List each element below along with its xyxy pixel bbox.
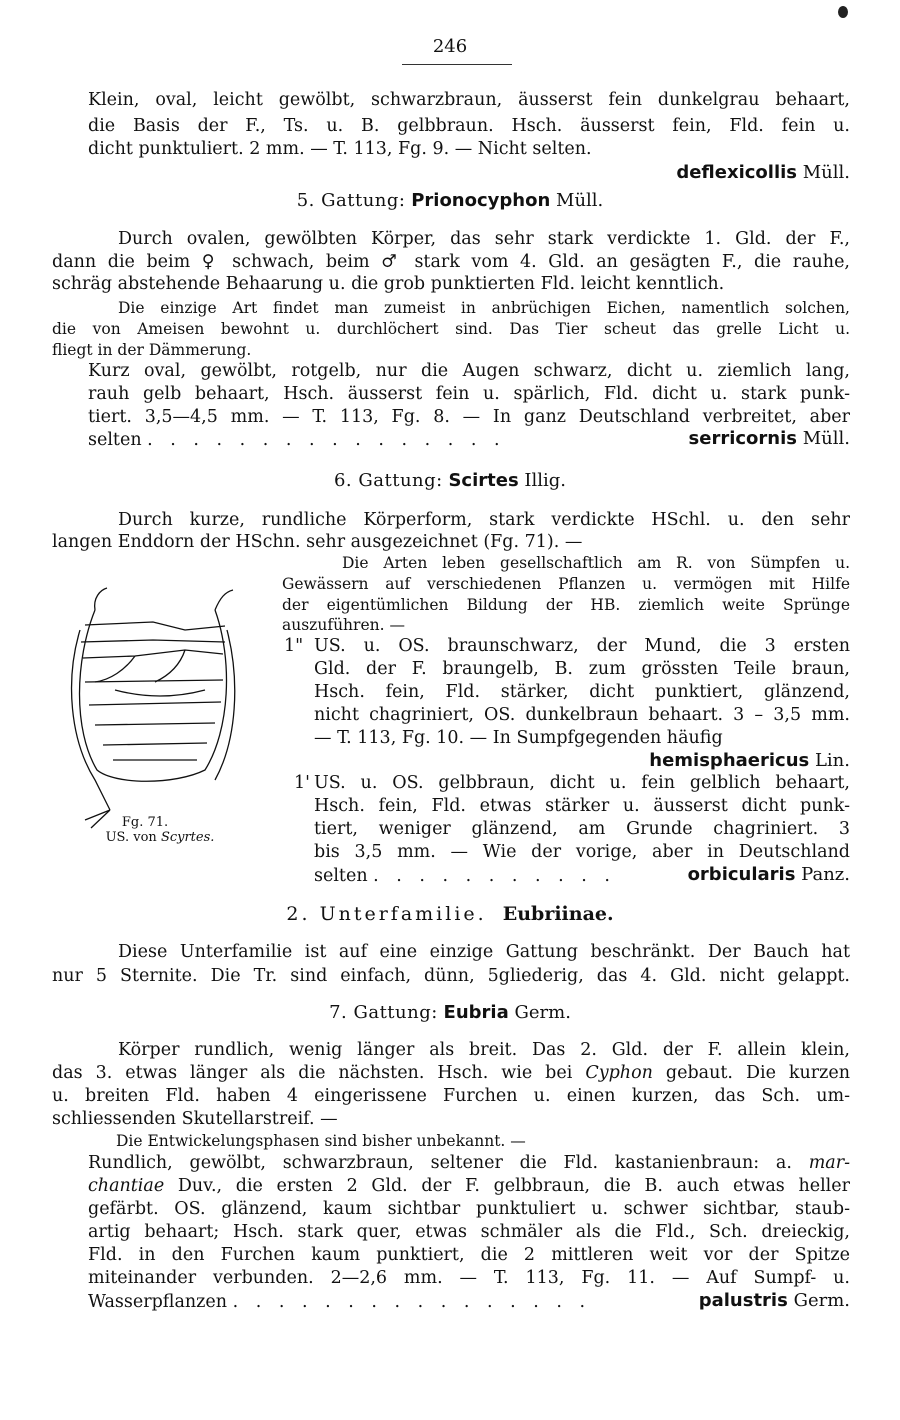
- figure-caption-prefix: US. von: [105, 830, 157, 845]
- genus-heading-scirtes: [0, 470, 900, 491]
- figure-label: Fg. 71.: [121, 815, 169, 830]
- subfamily-prefix: 2. Unterfamilie.: [286, 903, 487, 925]
- genus-prefix: 5. Gattung:: [296, 190, 406, 211]
- g5-last-word: selten: [88, 430, 142, 450]
- species-orbicularis: [688, 864, 850, 885]
- g5-last-line: [88, 430, 506, 451]
- page-number: 246: [432, 36, 468, 57]
- key2-line-4: bis 3,5 mm. — Wie der vorige, aber in Deutschland: [314, 842, 850, 862]
- genus-name: Scirtes: [448, 470, 519, 491]
- genus-author: Müll.: [556, 190, 604, 211]
- g6-note-3: der eigentümlichen Bildung der HB. ziemlich weite Sprünge: [282, 596, 850, 614]
- genus-prefix: 6. Gattung:: [333, 470, 443, 491]
- g6-desc-2: langen Enddorn der HSchn. sehr ausgezeichnet (Fg. 71). —: [52, 532, 583, 552]
- g7-sd-2b: Duv., die ersten 2 Gld. der F. gelbbraun, die B. auch etwas heller: [177, 1176, 850, 1196]
- g7-species-desc-1: [88, 1153, 850, 1174]
- species-author: Müll.: [802, 428, 850, 449]
- species-serricornis: [689, 428, 850, 449]
- g5-species-desc-1: Kurz oval, gewölbt, rotgelb, nur die Augen schwarz, dicht u. ziemlich lang,: [88, 361, 850, 381]
- genus-heading-prionocyphon: [0, 190, 900, 211]
- g5-note-2: die von Ameisen bewohnt u. durchlöchert sind. Das Tier scheut das grelle Licht u.: [52, 320, 850, 338]
- genus-heading-eubria: [0, 1002, 900, 1023]
- g7-desc-2b: gebaut. Die kurzen: [665, 1063, 850, 1083]
- species-author: Müll.: [802, 162, 850, 183]
- genus-prefix: 7. Gattung:: [329, 1002, 438, 1023]
- species-deflexicollis: [676, 162, 850, 183]
- figure-caption-genus: Scyrtes.: [160, 830, 215, 845]
- subfamily-heading: [0, 903, 900, 925]
- g7-desc-3: u. breiten Fld. haben 4 eingerissene Furchen u. einen kurzen, das Sch. um-: [52, 1086, 850, 1106]
- g6-desc-1: Durch kurze, rundliche Körperform, stark verdickte HSchl. u. den sehr: [118, 510, 850, 530]
- key1-line-4: nicht chagriniert, OS. dunkelbraun behaart. 3 – 3,5 mm.: [314, 705, 850, 725]
- species-name: hemisphaericus: [649, 750, 810, 771]
- species-author: Lin.: [814, 750, 850, 771]
- g7-species-desc-4: artig behaart; Hsch. stark quer, etwas schmäler als die Fld., Sch. dreieckig,: [88, 1222, 850, 1242]
- g7-sd-1b: mar-: [808, 1153, 850, 1173]
- g7-species-desc-6: miteinander verbunden. 2—2,6 mm. — T. 113, Fg. 11. — Auf Sumpf- u.: [88, 1268, 850, 1288]
- key2-line-1: US. u. OS. gelbbraun, dicht u. fein gelblich behaart,: [314, 773, 850, 793]
- g5-desc-2: dann die beim ♀ schwach, beim ♂ stark vom 4. Gld. an gesägten F., die rauhe,: [52, 252, 850, 272]
- genus-name: Prionocyphon: [411, 190, 551, 211]
- g6-note-1: Die Arten leben gesellschaftlich am R. von Sümpfen u.: [342, 554, 850, 572]
- g5-desc-3: schräg abstehende Behaarung u. die grob punktierten Fld. leicht kenntlich.: [52, 274, 725, 294]
- species-author: Germ.: [793, 1290, 850, 1311]
- g7-note: Die Entwickelungsphasen sind bisher unbekannt. —: [116, 1132, 526, 1150]
- key2-leader-dots: . . . . . . . . . . .: [373, 866, 616, 886]
- key1-line-3: Hsch. fein, Fld. stärker, dicht punktiert, glänzend,: [314, 682, 850, 702]
- key2-number: 1': [294, 773, 310, 793]
- g5-leader-dots: . . . . . . . . . . . . . . . .: [147, 430, 506, 450]
- species-hemisphaericus: [649, 750, 850, 771]
- species-name: palustris: [698, 1290, 788, 1311]
- g7-desc-2a: das 3. etwas länger als die nächsten. Hsch. wie bei: [52, 1063, 573, 1083]
- genus-author: Illig.: [524, 470, 567, 491]
- page-number-rule: [402, 64, 512, 65]
- intro-line-1: Klein, oval, leicht gewölbt, schwarzbraun, äusserst fein dunkelgrau behaart,: [88, 90, 850, 110]
- g7-last-line: [88, 1292, 591, 1313]
- g7-last-word: Wasserpflanzen: [88, 1292, 228, 1312]
- g7-desc-4: schliessenden Skutellarstreif. —: [52, 1109, 338, 1129]
- g7-sd-1a: Rundlich, gewölbt, schwarzbraun, seltener die Fld. kastanienbraun: a.: [88, 1153, 792, 1173]
- key1-number: 1": [284, 636, 304, 656]
- ink-spot: [838, 6, 848, 18]
- subfamily-desc-2: nur 5 Sternite. Die Tr. sind einfach, dünn, 5gliederig, das 4. Gld. nicht gelappt.: [52, 966, 850, 986]
- key2-line-2: Hsch. fein, Fld. etwas stärker u. äusserst dicht punk-: [314, 796, 850, 816]
- intro-line-2: die Basis der F., Ts. u. B. gelbbraun. Hsch. äusserst fein, Fld. fein u.: [88, 116, 850, 136]
- g7-species-desc-3: gefärbt. OS. glänzend, kaum sichtbar punktuliert u. schwer sichtbar, staub-: [88, 1199, 850, 1219]
- key1-line-5: — T. 113, Fg. 10. — In Sumpfgegenden häufig: [314, 728, 723, 748]
- g7-sd-2a: chantiae: [88, 1176, 165, 1196]
- g5-desc-1: Durch ovalen, gewölbten Körper, das sehr stark verdickte 1. Gld. der F.,: [118, 229, 850, 249]
- key1-line-1: US. u. OS. braunschwarz, der Mund, die 3 ersten: [314, 636, 850, 656]
- g5-species-desc-2: rauh gelb behaart, Hsch. äusserst fein u. spärlich, Fld. dicht u. stark punk-: [88, 384, 850, 404]
- key2-last-line: [314, 866, 616, 887]
- g7-species-desc-2: [88, 1176, 850, 1197]
- g7-desc-cyphon: Cyphon: [585, 1063, 653, 1083]
- genus-author: Germ.: [514, 1002, 571, 1023]
- species-palustris: [699, 1290, 850, 1311]
- scirtes-underside-figure: [55, 580, 255, 840]
- g6-note-2: Gewässern auf verschiedenen Pflanzen u. vermögen mit Hilfe: [282, 575, 850, 593]
- g5-note-3: fliegt in der Dämmerung.: [52, 341, 252, 359]
- key1-line-2: Gld. der F. braungelb, B. zum grössten Teile braun,: [314, 659, 850, 679]
- g6-note-4: auszuführen. —: [282, 616, 405, 634]
- g7-leader-dots: . . . . . . . . . . . . . . . .: [232, 1292, 592, 1312]
- key2-last-word: selten: [314, 866, 368, 886]
- g5-species-desc-3: tiert. 3,5—4,5 mm. — T. 113, Fg. 8. — In ganz Deutschland verbreitet, aber: [88, 407, 850, 427]
- g5-note-1: Die einzige Art findet man zumeist in anbrüchigen Eichen, namentlich solchen,: [118, 299, 850, 317]
- species-name: deflexicollis: [676, 162, 797, 183]
- key2-line-3: tiert, weniger glänzend, am Grunde chagriniert. 3: [314, 819, 850, 839]
- g7-species-desc-5: Fld. in den Furchen kaum punktiert, die 2 mittleren weit vor der Spitze: [88, 1245, 850, 1265]
- species-name: serricornis: [688, 428, 797, 449]
- species-name: orbicularis: [687, 864, 796, 885]
- species-author: Panz.: [801, 864, 850, 885]
- intro-line-3: dicht punktuliert. 2 mm. — T. 113, Fg. 9. — Nicht selten.: [88, 139, 592, 159]
- subfamily-desc-1: Diese Unterfamilie ist auf eine einzige Gattung beschränkt. Der Bauch hat: [118, 942, 850, 962]
- g7-desc-1: Körper rundlich, wenig länger als breit. Das 2. Gld. der F. allein klein,: [118, 1040, 850, 1060]
- g7-desc-2: [52, 1063, 850, 1084]
- genus-name: Eubria: [443, 1002, 509, 1023]
- figure-caption: [80, 830, 240, 845]
- subfamily-name: Eubriinae.: [502, 903, 614, 925]
